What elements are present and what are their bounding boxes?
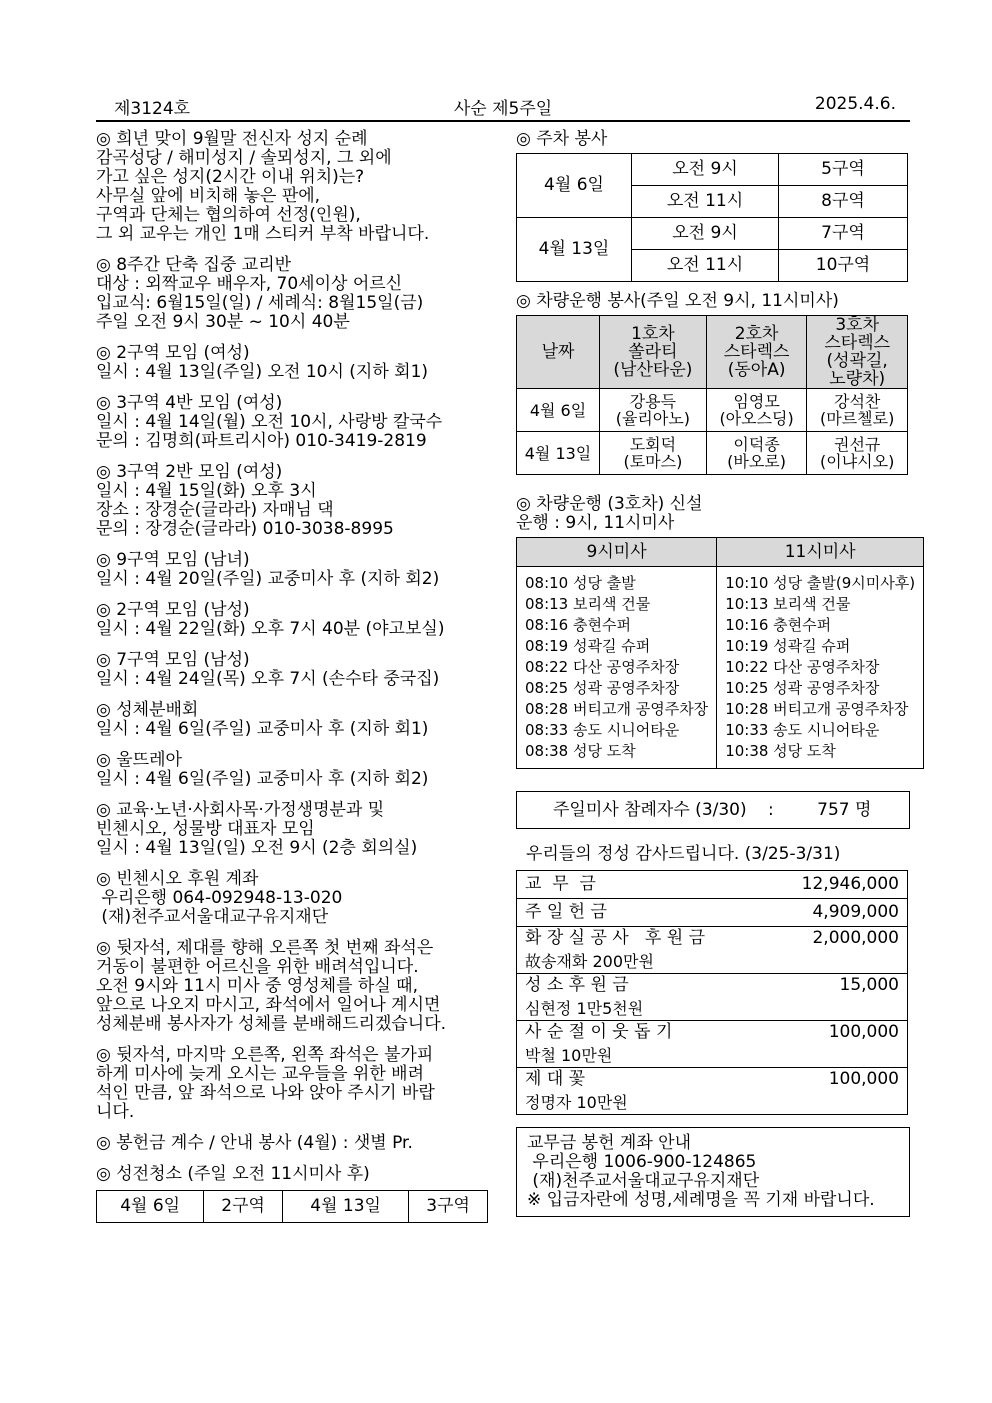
bus-stop: 10:10 성당 출발(9시미사후) bbox=[725, 574, 916, 592]
offering-label: 화 장 실 공 사 후 원 금 bbox=[525, 928, 706, 948]
offering-cell bbox=[517, 871, 908, 899]
notice-line: 구역과 단체는 협의하여 선정(인원), bbox=[96, 205, 361, 225]
bus-header-9: 9시미사 bbox=[517, 538, 717, 567]
parking-table bbox=[516, 153, 908, 282]
attendance-box bbox=[516, 791, 910, 829]
bus-stop: 10:38 성당 도착 bbox=[725, 742, 836, 760]
notice-line: 거동이 불편한 어르신을 위한 배려석입니다. bbox=[96, 957, 419, 977]
car-row-date: 4월 6일 bbox=[517, 389, 600, 432]
bus-stop: 10:19 성곽길 슈퍼 bbox=[725, 637, 851, 655]
bus-stop: 08:33 송도 시니어타운 bbox=[525, 721, 680, 739]
notice-line: 문의 : 장경순(글라라) 010-3038-8995 bbox=[96, 519, 394, 539]
car-service-title: ◎ 차량운행 봉사(주일 오전 9시, 11시미사) bbox=[516, 291, 839, 311]
bus-stop: 10:16 충현수퍼 bbox=[725, 616, 832, 634]
notice-line: 성체분배 봉사자가 성체를 분배해드리겠습니다. bbox=[96, 1014, 447, 1034]
car-service-table bbox=[516, 315, 908, 475]
page-header bbox=[96, 92, 910, 122]
notice-title: ◎ 8주간 단축 집중 교리반 bbox=[96, 255, 292, 275]
offering-table bbox=[516, 870, 908, 1115]
parking-area: 8구역 bbox=[779, 186, 908, 218]
car-driver: 임영모 (아오스딩) bbox=[706, 389, 807, 432]
notice-line: 그 외 교우는 개인 1매 스티커 부착 바랍니다. bbox=[96, 224, 430, 244]
offering-row bbox=[517, 1021, 908, 1068]
car-header-date: 날짜 bbox=[517, 316, 600, 389]
liturgical-season: 사순 제5주일 bbox=[453, 99, 553, 119]
parking-time: 오전 9시 bbox=[632, 218, 779, 250]
offering-cell bbox=[517, 1068, 908, 1115]
notice-line: 입교식: 6월15일(일) / 세례식: 8월15일(금) bbox=[96, 293, 424, 313]
offering-amount: 12,946,000 bbox=[801, 874, 899, 894]
issue-date: 2025.4.6. bbox=[814, 94, 896, 114]
notice-line: 일시 : 4월 6일(주일) 교중미사 후 (지하 회2) bbox=[96, 769, 429, 789]
offering-donor: 정명자 10만원 bbox=[525, 1093, 628, 1112]
notice-item bbox=[96, 801, 488, 858]
right-column bbox=[516, 129, 916, 1217]
notice-item bbox=[96, 601, 488, 639]
bus-stop: 10:25 성곽 공영주차장 bbox=[725, 679, 880, 697]
notice-title: ◎ 울뜨레아 bbox=[96, 750, 182, 770]
offering-row bbox=[517, 974, 908, 1021]
notice-line: 니다. bbox=[96, 1102, 135, 1122]
notice-line: 일시 : 4월 22일(화) 오후 7시 40분 (야고보실) bbox=[96, 619, 445, 639]
offering-label: 교 무 금 bbox=[525, 874, 596, 894]
account-holder: (재)천주교서울대교구유지재단 bbox=[527, 1171, 760, 1191]
car-driver: 강석찬 (마르첼로) bbox=[807, 389, 908, 432]
notice-line: 일시 : 4월 15일(화) 오후 3시 bbox=[96, 481, 317, 501]
notice-item bbox=[96, 551, 488, 589]
cleaning-date-1: 4월 6일 bbox=[97, 1191, 204, 1223]
offering-label: 제 대 꽃 bbox=[525, 1069, 586, 1089]
notice-line: 장소 : 장경순(글라라) 자매님 댁 bbox=[96, 500, 334, 520]
parking-area: 10구역 bbox=[779, 250, 908, 282]
bus-stop: 08:25 성곽 공영주차장 bbox=[525, 679, 680, 697]
notice-item bbox=[96, 939, 488, 1034]
notice-line: 일시 : 4월 13일(주일) 오전 10시 (지하 회1) bbox=[96, 362, 429, 382]
notice-title: ◎ 2구역 모임 (여성) bbox=[96, 343, 250, 363]
offering-title: 우리들의 정성 감사드립니다. (3/25-3/31) bbox=[526, 844, 841, 864]
bus-stop: 10:33 송도 시니어타운 bbox=[725, 721, 880, 739]
offering-donor: 박철 10만원 bbox=[525, 1046, 613, 1065]
offering-account-box bbox=[516, 1127, 910, 1217]
notice-line: 일시 : 4월 13일(일) 오전 9시 (2층 회의실) bbox=[96, 838, 418, 858]
bus-stop: 10:28 버티고개 공영주차장 bbox=[725, 700, 909, 718]
car-row-date: 4월 13일 bbox=[517, 432, 600, 475]
notice-line: 대상 : 외짝교우 배우자, 70세이상 어르신 bbox=[96, 274, 403, 294]
offering-cell bbox=[517, 1021, 908, 1068]
notice-line: 일시 : 4월 6일(주일) 교중미사 후 (지하 회1) bbox=[96, 719, 429, 739]
attendance-sep: : bbox=[768, 800, 774, 820]
notice-title: ◎ 희년 맞이 9월말 전신자 성지 순례 bbox=[96, 129, 368, 149]
notice-title: ◎ 교육·노년·사회사목·가정생명분과 및 bbox=[96, 800, 385, 820]
cleaning-table bbox=[96, 1190, 488, 1223]
bus-schedule-table bbox=[516, 537, 924, 769]
parking-area: 5구역 bbox=[779, 154, 908, 186]
offering-label: 사 순 절 이 웃 돕 기 bbox=[525, 1022, 673, 1042]
bus-stop: 08:10 성당 출발 bbox=[525, 574, 636, 592]
parking-time: 오전 9시 bbox=[632, 154, 779, 186]
offering-cell bbox=[517, 927, 908, 974]
notice-title: ◎ 봉헌금 계수 / 안내 봉사 (4월) : 샛별 Pr. bbox=[96, 1133, 413, 1153]
notice-line: (재)천주교서울대교구유지재단 bbox=[96, 907, 329, 927]
notice-title: ◎ 뒷자석, 제대를 향해 오른쪽 첫 번째 좌석은 bbox=[96, 938, 434, 958]
bus-stop: 08:19 성곽길 슈퍼 bbox=[525, 637, 651, 655]
car-header-1: 1호차 쏠라티 (남산타운) bbox=[600, 316, 707, 389]
notice-line: 감곡성당 / 해미성지 / 솔뫼성지, 그 외에 bbox=[96, 148, 392, 168]
offering-cell bbox=[517, 899, 908, 927]
attendance-label: 주일미사 참례자수 (3/30) bbox=[553, 800, 747, 820]
parking-time: 오전 11시 bbox=[632, 250, 779, 282]
notice-item bbox=[96, 1134, 488, 1153]
notice-line: 일시 : 4월 24일(목) 오후 7시 (손수타 중국집) bbox=[96, 669, 440, 689]
notice-title: ◎ 뒷자석, 마지막 오른쪽, 왼쪽 좌석은 불가피 bbox=[96, 1045, 434, 1065]
bus-title: ◎ 차량운행 (3호차) 신설 bbox=[516, 494, 703, 514]
notice-line: 가고 싶은 성지(2시간 이내 위치)는? bbox=[96, 167, 365, 187]
notice-title: ◎ 3구역 2반 모임 (여성) bbox=[96, 462, 283, 482]
account-bank: 우리은행 1006-900-124865 bbox=[527, 1152, 757, 1172]
offering-amount: 15,000 bbox=[839, 975, 899, 995]
notice-line: 주일 오전 9시 30분 ~ 10시 40분 bbox=[96, 312, 350, 332]
attendance-value: 757 명 bbox=[817, 800, 872, 820]
left-column bbox=[96, 130, 488, 1223]
cleaning-date-2: 4월 13일 bbox=[282, 1191, 408, 1223]
notice-line: 오전 9시와 11시 미사 중 영성체를 하실 때, bbox=[96, 976, 419, 996]
offering-row bbox=[517, 1068, 908, 1115]
bus-stop: 08:28 버티고개 공영주차장 bbox=[525, 700, 709, 718]
cleaning-area-1: 2구역 bbox=[204, 1191, 283, 1223]
offering-row bbox=[517, 927, 908, 974]
notice-item bbox=[96, 751, 488, 789]
offering-amount: 4,909,000 bbox=[812, 902, 899, 922]
notice-title: ◎ 2구역 모임 (남성) bbox=[96, 600, 250, 620]
notice-item bbox=[96, 1046, 488, 1122]
notice-title: ◎ 7구역 모임 (남성) bbox=[96, 650, 250, 670]
notice-line: 일시 : 4월 14일(월) 오전 10시, 사랑방 칼국수 bbox=[96, 412, 443, 432]
offering-amount: 100,000 bbox=[828, 1022, 899, 1042]
parking-title: ◎ 주차 봉사 bbox=[516, 129, 608, 149]
car-driver: 강용득 (율리아노) bbox=[600, 389, 707, 432]
car-header-2: 2호차 스타렉스 (동아A) bbox=[706, 316, 807, 389]
notice-item bbox=[96, 651, 488, 689]
offering-label: 주 일 헌 금 bbox=[525, 902, 607, 922]
offering-donor: 심현정 1만5천원 bbox=[525, 999, 644, 1018]
notice-line: 하게 미사에 늦게 오시는 교우들을 위한 배려 bbox=[96, 1064, 425, 1084]
offering-amount: 100,000 bbox=[828, 1069, 899, 1089]
notice-item bbox=[96, 870, 488, 927]
bus-subtitle: 운행 : 9시, 11시미사 bbox=[516, 513, 675, 533]
notice-item bbox=[96, 701, 488, 739]
parking-time: 오전 11시 bbox=[632, 186, 779, 218]
notice-item bbox=[96, 344, 488, 382]
bus-stop: 08:22 다산 공영주차장 bbox=[525, 658, 680, 676]
notice-line: 문의 : 김명희(파트리시아) 010-3419-2819 bbox=[96, 431, 427, 451]
car-driver: 권선규 (이냐시오) bbox=[807, 432, 908, 475]
notice-line: 사무실 앞에 비치해 놓은 판에, bbox=[96, 186, 321, 206]
notice-line: 우리은행 064-092948-13-020 bbox=[96, 888, 343, 908]
bus-stop: 10:13 보리색 건물 bbox=[725, 595, 851, 613]
cleaning-title: ◎ 성전청소 (주일 오전 11시미사 후) bbox=[96, 1164, 370, 1184]
notice-item bbox=[96, 463, 488, 539]
offering-cell bbox=[517, 974, 908, 1021]
notice-item bbox=[96, 256, 488, 332]
account-note: ※ 입금자란에 성명,세례명을 꼭 기재 바랍니다. bbox=[527, 1190, 875, 1210]
bus-stop: 10:22 다산 공영주차장 bbox=[725, 658, 880, 676]
offering-row bbox=[517, 899, 908, 927]
offering-amount: 2,000,000 bbox=[812, 928, 899, 948]
bus-stop: 08:13 보리색 건물 bbox=[525, 595, 651, 613]
parking-date-1: 4월 6일 bbox=[517, 154, 632, 218]
issue-number: 제3124호 bbox=[114, 99, 191, 119]
cleaning-area-2: 3구역 bbox=[409, 1191, 488, 1223]
bus-stops-11 bbox=[717, 567, 924, 769]
notice-line: 일시 : 4월 20일(주일) 교중미사 후 (지하 회2) bbox=[96, 569, 440, 589]
bus-stop: 08:16 충현수퍼 bbox=[525, 616, 631, 634]
notice-title: ◎ 9구역 모임 (남녀) bbox=[96, 550, 250, 570]
offering-donor: 故송재화 200만원 bbox=[525, 952, 654, 971]
notice-item bbox=[96, 130, 488, 244]
notice-title: ◎ 3구역 4반 모임 (여성) bbox=[96, 393, 283, 413]
car-driver: 도회덕 (토마스) bbox=[600, 432, 707, 475]
parking-date-2: 4월 13일 bbox=[517, 218, 632, 282]
bus-stop: 08:38 성당 도착 bbox=[525, 742, 636, 760]
notice-item bbox=[96, 394, 488, 451]
car-header-3: 3호차 스타렉스 (성곽길, 노량차) bbox=[807, 316, 908, 389]
notice-line: 빈첸시오, 성물방 대표자 모임 bbox=[96, 819, 315, 839]
notice-line: 석인 만큼, 앞 좌석으로 나와 앉아 주시기 바랍 bbox=[96, 1083, 435, 1103]
notice-line: 앞으로 나오지 마시고, 좌석에서 일어나 계시면 bbox=[96, 995, 441, 1015]
car-driver: 이덕종 (바오로) bbox=[706, 432, 807, 475]
bus-stops-9 bbox=[517, 567, 717, 769]
account-title: 교무금 봉헌 계좌 안내 bbox=[527, 1133, 692, 1153]
bus-header-11: 11시미사 bbox=[717, 538, 924, 567]
notice-title: ◎ 성체분배회 bbox=[96, 700, 199, 720]
cleaning-section bbox=[96, 1165, 488, 1223]
parking-area: 7구역 bbox=[779, 218, 908, 250]
offering-label: 성 소 후 원 금 bbox=[525, 975, 629, 995]
notice-list bbox=[96, 130, 488, 1153]
offering-row bbox=[517, 871, 908, 899]
notice-title: ◎ 빈첸시오 후원 계좌 bbox=[96, 869, 259, 889]
